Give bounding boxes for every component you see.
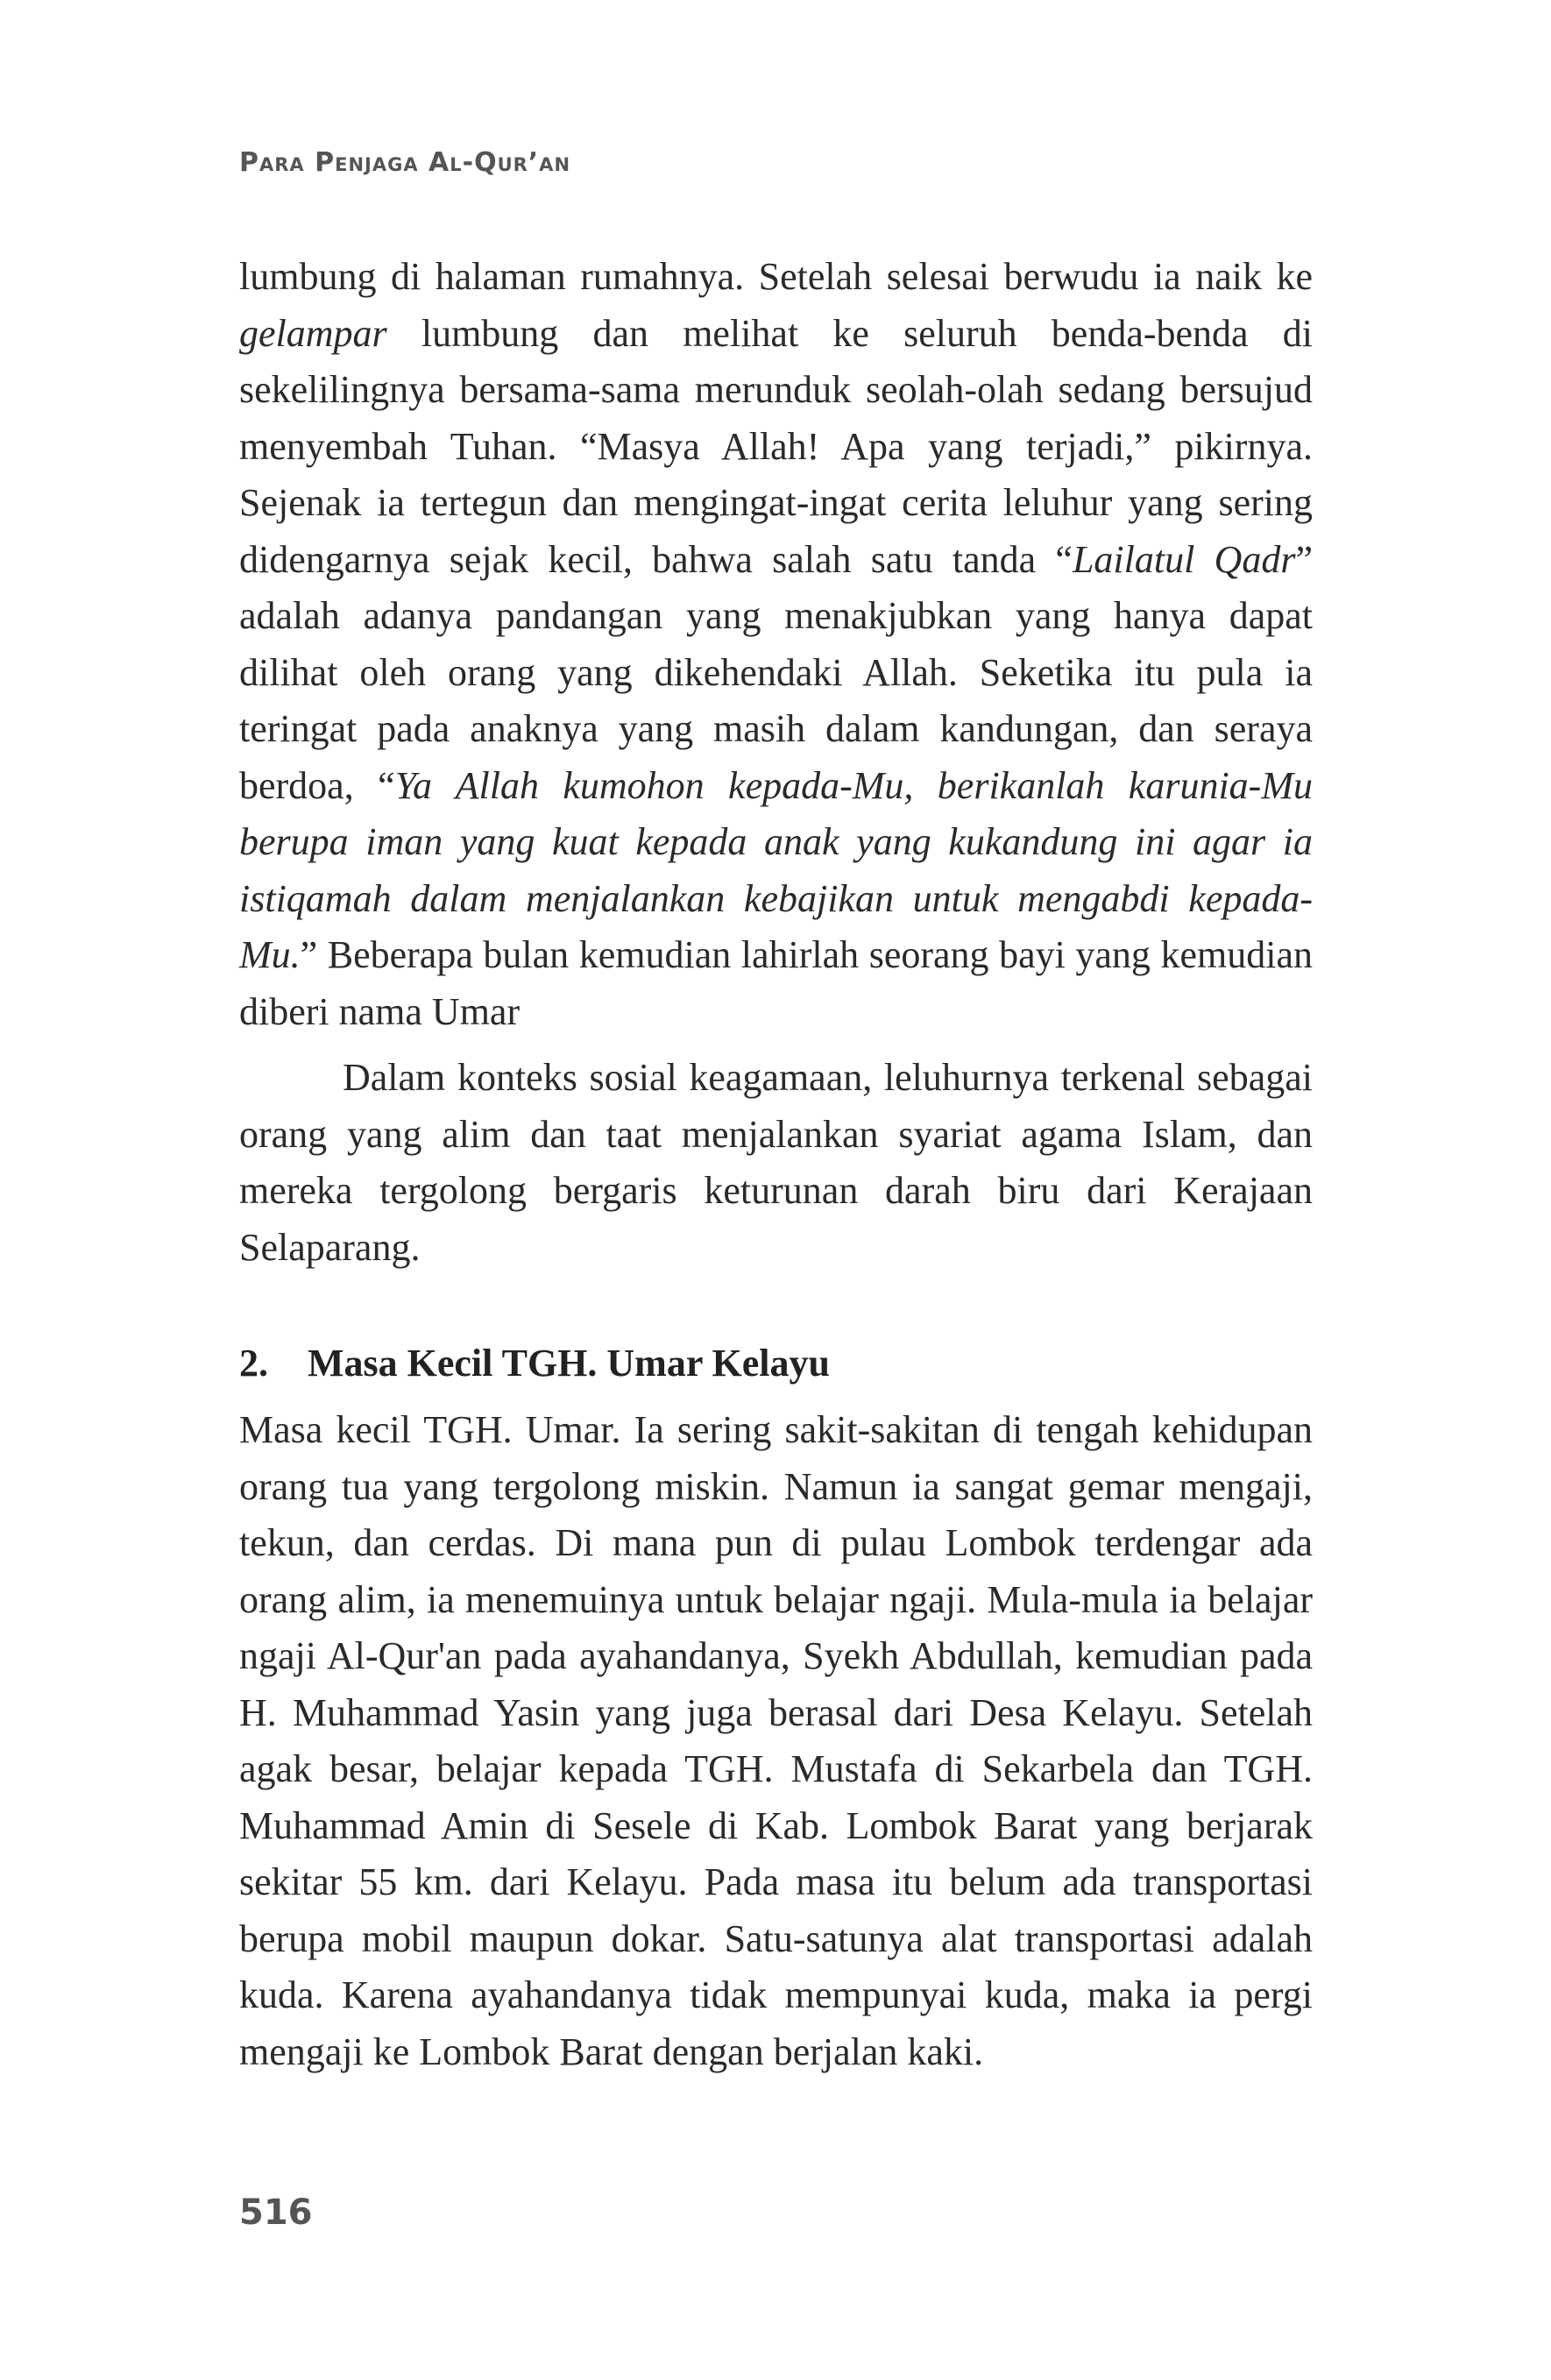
body-paragraph-1 xyxy=(239,249,1313,1040)
prayer-quote: Ya Allah kumohon kepada-Mu, berikanlah karunia-Mu berupa iman yang kuat kepada anak yang kukandung ini agar ia istiqamah dalam menjalankan kebajikan untuk mengabdi kepada-Mu. xyxy=(239,763,1313,976)
paragraph-2-text: Dalam konteks sosial keagamaan, leluhurnya terkenal sebagai orang yang alim dan taat menjalankan syariat agama Islam, dan mereka tergolong bergaris keturunan darah biru dari Kerajaan Selaparang. xyxy=(239,1056,1313,1269)
section-heading xyxy=(239,1335,830,1392)
paragraph-1-text-c: ” adalah adanya pandangan yang menakjubkan yang hanya dapat dilihat oleh orang yang dikehendaki Allah. Seketika itu pula ia teringat pada anaknya yang masih dalam kandungan, dan seraya berdoa, “ xyxy=(239,537,1313,807)
paragraph-1-text-a: lumbung di halaman rumahnya. Setelah selesai berwudu ia naik ke xyxy=(239,255,1313,298)
term-gelampar: gelampar xyxy=(239,311,387,355)
body-paragraph-3 xyxy=(239,1402,1313,2080)
body-paragraph-2 xyxy=(239,1050,1313,1276)
section-title: Masa Kecil TGH. Umar Kelayu xyxy=(308,1342,830,1385)
paragraph-1-text-d: ” Beberapa bulan kemudian lahirlah seorang bayi yang kemudian diberi nama Umar xyxy=(239,933,1313,1033)
paragraph-1-text-b: lumbung dan melihat ke seluruh benda-benda di sekelilingnya bersama-sama merunduk seolah-olah sedang bersujud menyembah Tuhan. “Masya Allah! Apa yang terjadi,” pikirnya. Sejenak ia tertegun dan mengingat-ingat cerita leluhur yang sering didengarnya sejak kecil, bahwa salah satu tanda “ xyxy=(239,311,1313,581)
page-number: 516 xyxy=(239,2192,313,2233)
section-number: 2. xyxy=(239,1342,268,1385)
term-lailatul-qadr: Lailatul Qadr xyxy=(1072,537,1296,581)
paragraph-3-text: Masa kecil TGH. Umar. Ia sering sakit-sakitan di tengah kehidupan orang tua yang tergolong miskin. Namun ia sangat gemar mengaji, tekun, dan cerdas. Di mana pun di pulau Lombok terdengar ada orang alim, ia menemuinya untuk belajar ngaji. Mula-mula ia belajar ngaji Al-Qur'an pada ayahandanya, Syekh Abdullah, kemudian pada H. Muhammad Yasin yang juga berasal dari Desa Kelayu. Setelah agak besar, belajar kepada TGH. Mustafa di Sekarbela dan TGH. Muhammad Amin di Sesele di Kab. Lombok Barat yang berjarak sekitar 55 km. dari Kelayu. Pada masa itu belum ada transportasi berupa mobil maupun dokar. Satu-satunya alat transportasi adalah kuda. Karena ayahandanya tidak mempunyai kuda, maka ia pergi mengaji ke Lombok Barat dengan berjalan kaki. xyxy=(239,1408,1313,2073)
running-head: Para Penjaga Al-Qur’an xyxy=(239,147,571,178)
